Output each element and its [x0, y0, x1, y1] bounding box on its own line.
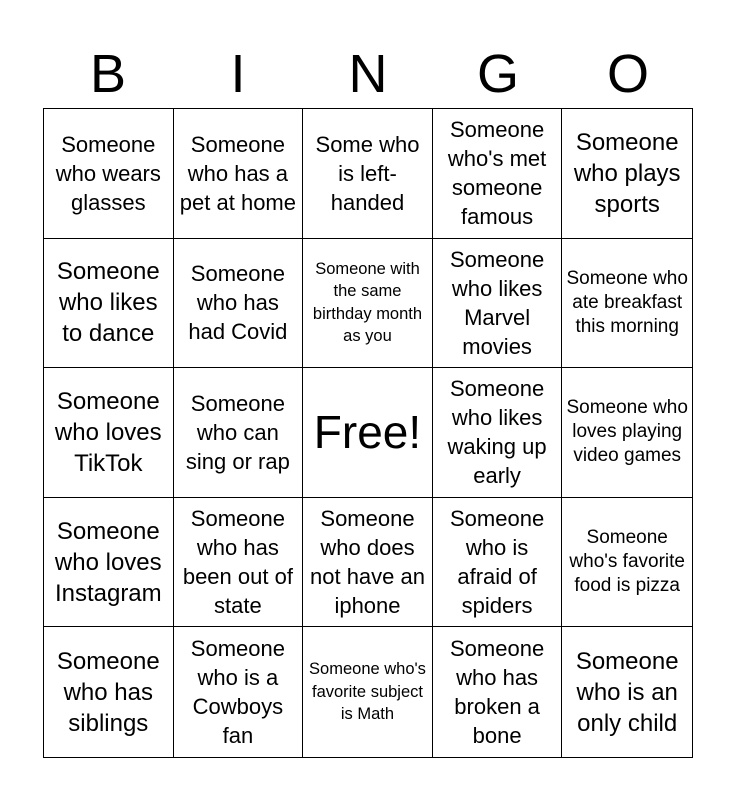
- bingo-cell[interactable]: [562, 627, 692, 757]
- cell-text: Someone who is afraid of spiders: [450, 506, 545, 619]
- header-letter-o: O: [606, 44, 649, 104]
- cell-text: Someone who has siblings: [56, 647, 160, 737]
- bingo-cell[interactable]: [303, 109, 433, 239]
- cell-text: Someone who has been out of state: [182, 506, 293, 619]
- header-letter-i: I: [230, 44, 246, 104]
- cell-text: Someone who wears glasses: [55, 131, 161, 215]
- bingo-header: [43, 40, 693, 108]
- cell-text: Someone who has a pet at home: [179, 131, 296, 215]
- cell-text: Some who is left-handed: [315, 131, 420, 215]
- cell-text: Someone who loves TikTok: [54, 387, 162, 477]
- cell-text: Someone who does not have an iphone: [310, 506, 425, 619]
- bingo-cell[interactable]: [174, 627, 304, 757]
- bingo-cell[interactable]: [174, 498, 304, 628]
- cell-text: Someone who loves playing video games: [566, 397, 688, 467]
- cell-text: Someone who's favorite subject is Math: [309, 660, 426, 724]
- bingo-cell[interactable]: [174, 368, 304, 498]
- cell-text: Someone who is an only child: [575, 647, 679, 737]
- cell-text: Someone who's favorite food is pizza: [569, 527, 685, 597]
- bingo-cell[interactable]: [303, 239, 433, 369]
- cell-text: Someone who plays sports: [573, 128, 681, 218]
- header-letter-b: B: [89, 44, 127, 104]
- bingo-cell[interactable]: [562, 239, 692, 369]
- cell-text: Someone who's met someone famous: [447, 117, 547, 230]
- cell-text: Someone who ate breakfast this morning: [566, 267, 688, 337]
- cell-text: Someone who loves Instagram: [54, 517, 162, 607]
- header-letter-g: G: [476, 44, 519, 104]
- cell-text: Someone who has broken a bone: [450, 636, 545, 749]
- bingo-board: [43, 108, 693, 758]
- bingo-cell[interactable]: [44, 239, 174, 369]
- cell-text: Someone who likes Marvel movies: [450, 246, 545, 359]
- bingo-cell[interactable]: [562, 368, 692, 498]
- bingo-cell[interactable]: [44, 627, 174, 757]
- bingo-cell[interactable]: [303, 498, 433, 628]
- bingo-cell[interactable]: [433, 239, 563, 369]
- bingo-cell[interactable]: [174, 109, 304, 239]
- cell-text: Someone who likes waking up early: [447, 376, 547, 489]
- bingo-cell[interactable]: [44, 109, 174, 239]
- bingo-cell[interactable]: [433, 368, 563, 498]
- cell-text: Someone who likes to dance: [56, 258, 160, 348]
- bingo-cell[interactable]: [303, 627, 433, 757]
- cell-text: Someone who is a Cowboys fan: [190, 636, 285, 749]
- bingo-cell[interactable]: [44, 368, 174, 498]
- bingo-cell[interactable]: [174, 239, 304, 369]
- bingo-cell[interactable]: [433, 627, 563, 757]
- cell-text: Someone who can sing or rap: [185, 390, 290, 474]
- free-space-text: Free!: [313, 406, 422, 459]
- cell-text: Someone with the same birthday month as you: [312, 259, 423, 346]
- bingo-cell[interactable]: [44, 498, 174, 628]
- header-letter-n: N: [348, 44, 388, 104]
- bingo-cell[interactable]: [562, 109, 692, 239]
- free-space-cell[interactable]: [303, 368, 433, 498]
- bingo-cell[interactable]: [433, 109, 563, 239]
- bingo-cell[interactable]: [433, 498, 563, 628]
- bingo-cell[interactable]: [562, 498, 692, 628]
- cell-text: Someone who has had Covid: [188, 261, 288, 345]
